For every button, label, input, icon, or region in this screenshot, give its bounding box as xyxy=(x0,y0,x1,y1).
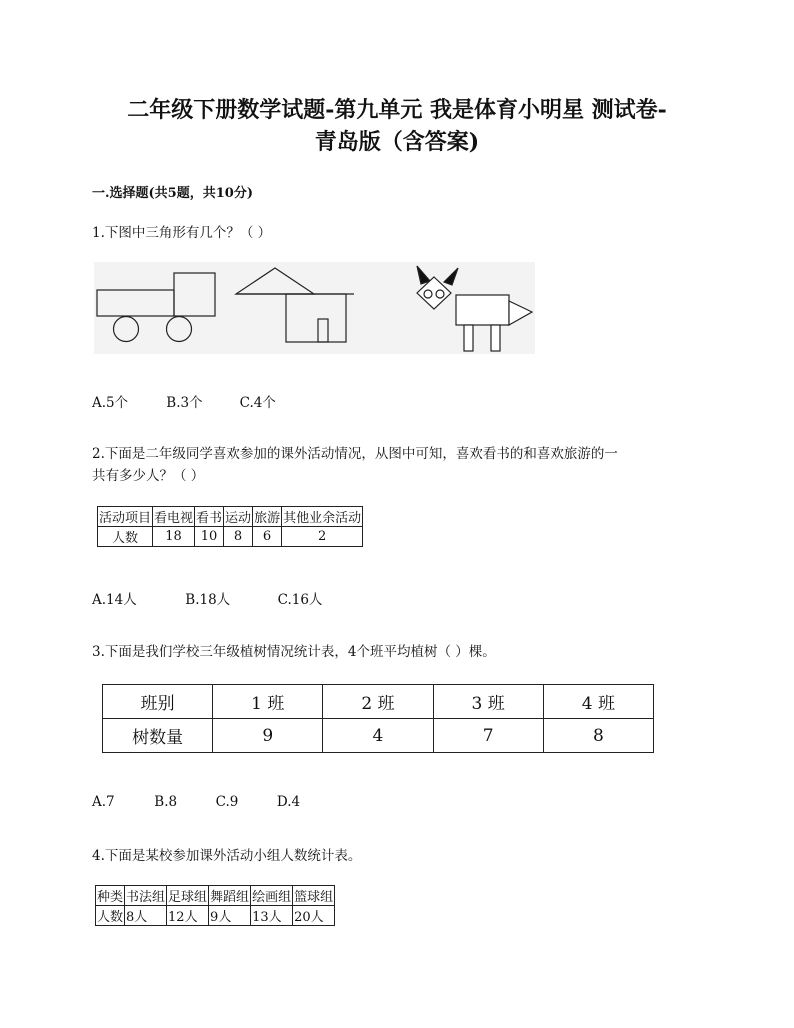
option-c[interactable]: C.16人 xyxy=(277,592,323,608)
house-shape xyxy=(236,268,354,342)
table-row xyxy=(96,906,335,926)
option-c[interactable]: C.4个 xyxy=(239,395,276,411)
activity-groups-table xyxy=(95,885,335,926)
option-b[interactable]: B.8 xyxy=(154,794,178,810)
option-c[interactable]: C.9 xyxy=(215,794,239,810)
table-cell: 舞蹈组 xyxy=(209,886,251,906)
truck-shape xyxy=(97,273,215,342)
table-cell: 2 班 xyxy=(323,685,433,719)
table-cell: 树数量 xyxy=(103,719,213,753)
table-cell: 绘画组 xyxy=(251,886,293,906)
page-title-line-1: 二年级下册数学试题-第九单元 我是体育小明星 测试卷- xyxy=(127,97,667,123)
table-cell: 2 xyxy=(282,527,363,547)
table-cell: 篮球组 xyxy=(293,886,335,906)
table-row xyxy=(103,719,654,753)
option-d[interactable]: D.4 xyxy=(276,794,301,810)
option-a[interactable]: A.7 xyxy=(92,794,115,810)
page-title-line-2: 青岛版（含答案) xyxy=(314,129,480,155)
table-cell: 6 xyxy=(253,527,282,547)
table-cell: 20人 xyxy=(293,906,335,926)
question-1-figure xyxy=(94,262,535,354)
question-4-text: 4.下面是某校参加课外活动小组人数统计表。 xyxy=(92,848,362,864)
table-cell: 7 xyxy=(433,719,543,753)
table-cell: 10 xyxy=(195,527,224,547)
table-cell: 书法组 xyxy=(125,886,167,906)
table-header-row xyxy=(103,685,654,719)
table-cell: 足球组 xyxy=(167,886,209,906)
table-cell: 8 xyxy=(224,527,253,547)
option-b[interactable]: B.3个 xyxy=(166,395,203,411)
table-cell: 看电视 xyxy=(153,507,195,527)
table-cell: 旅游 xyxy=(253,507,282,527)
question-2-text-line-1: 2.下面是二年级同学喜欢参加的课外活动情况，从图中可知，喜欢看书的和喜欢旅游的一 xyxy=(92,446,618,462)
question-2-text xyxy=(92,443,618,487)
option-a[interactable]: A.5个 xyxy=(92,395,129,411)
table-cell: 3 班 xyxy=(433,685,543,719)
section-heading: 一.选择题(共5题，共10分) xyxy=(92,186,253,201)
table-cell: 种类 xyxy=(96,886,125,906)
table-cell: 8 xyxy=(543,719,653,753)
option-a[interactable]: A.14人 xyxy=(92,592,137,608)
question-1-options xyxy=(92,391,276,411)
table-cell: 班别 xyxy=(103,685,213,719)
question-2-options xyxy=(92,588,322,608)
table-cell: 运动 xyxy=(224,507,253,527)
question-3-text: 3.下面是我们学校三年级植树情况统计表，4个班平均植树（ ）棵。 xyxy=(92,644,496,660)
table-header-row xyxy=(96,886,335,906)
table-cell: 4 xyxy=(323,719,433,753)
animal-shape xyxy=(417,266,532,351)
question-2-text-line-2: 共有多少人？（ ） xyxy=(92,468,205,484)
table-cell: 人数 xyxy=(98,527,153,547)
table-cell: 18 xyxy=(153,527,195,547)
table-cell: 人数 xyxy=(96,906,125,926)
question-3-options xyxy=(92,794,300,810)
table-cell: 8人 xyxy=(125,906,167,926)
table-cell: 12人 xyxy=(167,906,209,926)
page-title xyxy=(0,94,794,158)
table-cell: 9 xyxy=(213,719,323,753)
table-cell: 活动项目 xyxy=(98,507,153,527)
table-cell: 1 班 xyxy=(213,685,323,719)
tree-planting-table xyxy=(102,684,654,753)
table-cell: 其他业余活动 xyxy=(282,507,363,527)
question-1-text: 1.下图中三角形有几个？（ ） xyxy=(92,225,272,241)
activities-table xyxy=(97,506,363,547)
table-row xyxy=(98,527,363,547)
table-cell: 9人 xyxy=(209,906,251,926)
table-cell: 4 班 xyxy=(543,685,653,719)
option-b[interactable]: B.18人 xyxy=(185,592,231,608)
shapes-figure xyxy=(94,262,535,354)
table-cell: 13人 xyxy=(251,906,293,926)
table-cell: 看书 xyxy=(195,507,224,527)
table-header-row xyxy=(98,507,363,527)
